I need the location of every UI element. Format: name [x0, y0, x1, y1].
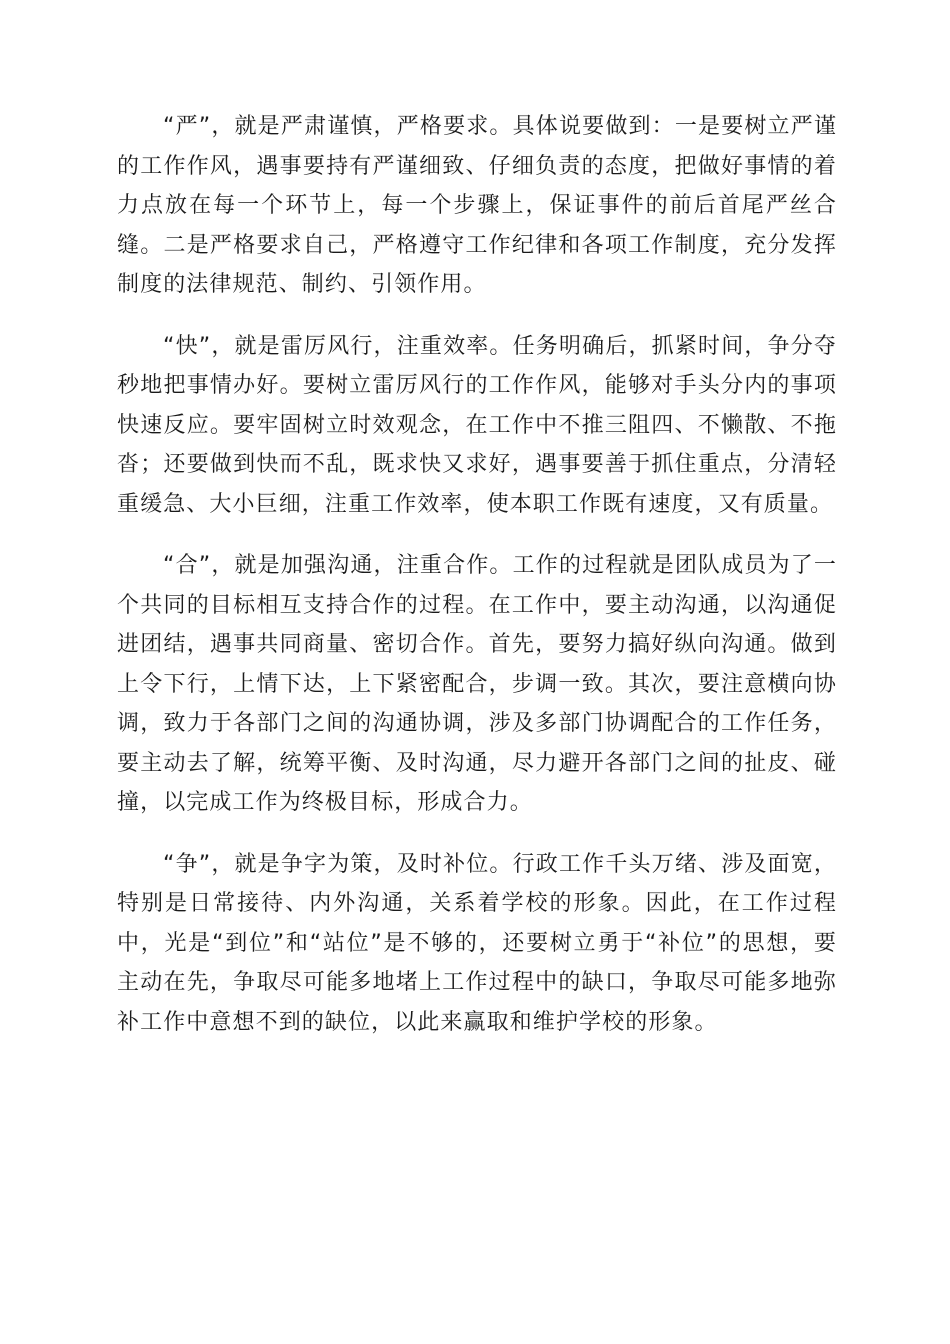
paragraph-he: “合”，就是加强沟通，注重合作。工作的过程就是团队成员为了一个共同的目标相互支持合作的过程。在工作中，要主动沟通，以沟通促进团结，遇事共同商量、密切合作。首先，要努力搞好纵向沟通。做到上令下行，上情下达，上下紧密配合，步调一致。其次，要注意横向协调，致力于各部门之间的沟通协调，涉及多部门协调配合的工作任务，要主动去了解，统筹平衡、及时沟通，尽力避开各部门之间的扯皮、碰撞，以完成工作为终极目标，形成合力。	[117, 553, 837, 815]
paragraph-yan: “严”，就是严肃谨慎，严格要求。具体说要做到：一是要树立严谨的工作作风，遇事要持有严谨细致、仔细负责的态度，把做好事情的着力点放在每一个环节上，每一个步骤上，保证事件的前后首尾严丝合缝。二是严格要求自己，严格遵守工作纪律和各项工作制度，充分发挥制度的法律规范、制约、引领作用。	[117, 114, 837, 297]
paragraph-zheng: “争”，就是争字为策，及时补位。行政工作千头万绪、涉及面宽，特别是日常接待、内外沟通，关系着学校的形象。因此，在工作过程中，光是“到位”和“站位”是不够的，还要树立勇于“补位”的思想，要主动在先，争取尽可能多地堵上工作过程中的缺口，争取尽可能多地弥补工作中意想不到的缺位，以此来赢取和维护学校的形象。	[117, 851, 837, 1035]
document-body	[117, 107, 837, 1064]
paragraph-kuai: “快”，就是雷厉风行，注重效率。任务明确后，抓紧时间，争分夺秒地把事情办好。要树立雷厉风行的工作作风，能够对手头分内的事项快速反应。要牢固树立时效观念，在工作中不推三阻四、不懒散、不拖沓；还要做到快而不乱，既求快又求好，遇事要善于抓住重点，分清轻重缓急、大小巨细，注重工作效率，使本职工作既有速度，又有质量。	[117, 333, 837, 517]
